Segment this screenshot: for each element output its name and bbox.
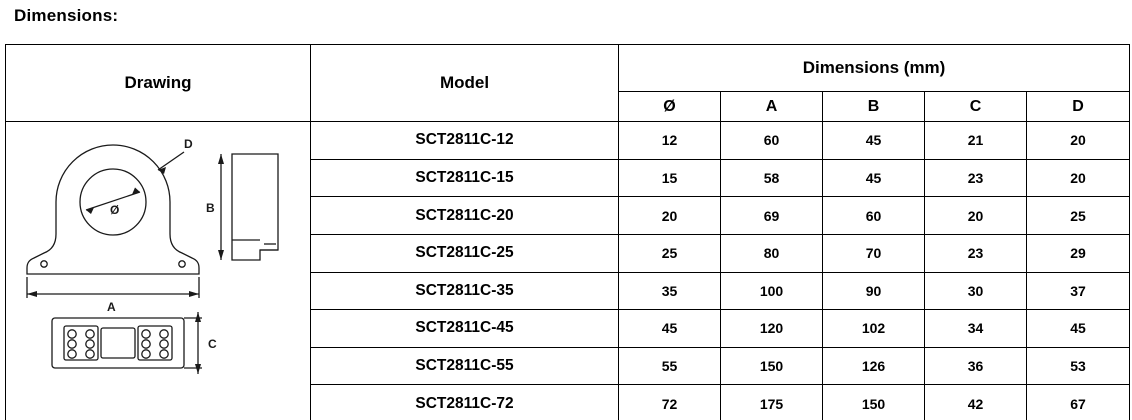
cell-diameter: 45 [619,310,721,348]
cell-b: 45 [823,122,925,160]
cell-a: 100 [721,272,823,310]
cell-a: 120 [721,310,823,348]
header-a: A [721,92,823,122]
cell-model: SCT2811C-72 [311,385,619,420]
cell-diameter: 15 [619,159,721,197]
cell-diameter: 12 [619,122,721,160]
cell-model: SCT2811C-45 [311,310,619,348]
cell-d: 45 [1027,310,1130,348]
cell-d: 29 [1027,234,1130,272]
header-diameter: Ø [619,92,721,122]
cell-model: SCT2811C-25 [311,234,619,272]
cell-model: SCT2811C-55 [311,347,619,385]
cell-model: SCT2811C-20 [311,197,619,235]
cell-a: 60 [721,122,823,160]
cell-c: 23 [925,234,1027,272]
table-header-row-1 [6,45,1130,92]
table-body [6,122,1130,420]
cell-b: 90 [823,272,925,310]
table-head [6,45,1130,122]
table-row [6,122,1130,160]
cell-model: SCT2811C-12 [311,122,619,160]
cell-c: 23 [925,159,1027,197]
cell-d: 67 [1027,385,1130,420]
cell-c: 21 [925,122,1027,160]
cell-c: 20 [925,197,1027,235]
cell-a: 58 [721,159,823,197]
cell-d: 20 [1027,159,1130,197]
ct-outline-drawing [6,122,309,384]
cell-d: 20 [1027,122,1130,160]
cell-b: 150 [823,385,925,420]
cell-b: 60 [823,197,925,235]
cell-d: 25 [1027,197,1130,235]
product-drawing [6,122,310,420]
cell-a: 150 [721,347,823,385]
cell-c: 30 [925,272,1027,310]
cell-b: 126 [823,347,925,385]
header-dimensions-group: Dimensions (mm) [619,45,1130,92]
cell-diameter: 55 [619,347,721,385]
header-d: D [1027,92,1130,122]
label-b-text: B [206,201,215,215]
label-a-text: A [107,300,116,314]
page-title: Dimensions: [14,6,119,25]
label-c-text: C [208,337,217,351]
header-b: B [823,92,925,122]
label-diameter-text: Ø [110,203,120,217]
product-drawing-cell [6,122,311,420]
cell-model: SCT2811C-35 [311,272,619,310]
cell-c: 36 [925,347,1027,385]
cell-diameter: 20 [619,197,721,235]
dimensions-table [5,44,1130,420]
cell-b: 102 [823,310,925,348]
label-d-text: D [184,137,193,151]
cell-a: 69 [721,197,823,235]
header-drawing: Drawing [6,45,311,122]
dimensions-table-container [5,44,1129,420]
cell-d: 37 [1027,272,1130,310]
cell-model: SCT2811C-15 [311,159,619,197]
cell-diameter: 25 [619,234,721,272]
header-model: Model [311,45,619,122]
header-c: C [925,92,1027,122]
cell-c: 42 [925,385,1027,420]
cell-diameter: 72 [619,385,721,420]
cell-a: 175 [721,385,823,420]
cell-c: 34 [925,310,1027,348]
cell-b: 70 [823,234,925,272]
cell-a: 80 [721,234,823,272]
cell-diameter: 35 [619,272,721,310]
cell-b: 45 [823,159,925,197]
cell-d: 53 [1027,347,1130,385]
